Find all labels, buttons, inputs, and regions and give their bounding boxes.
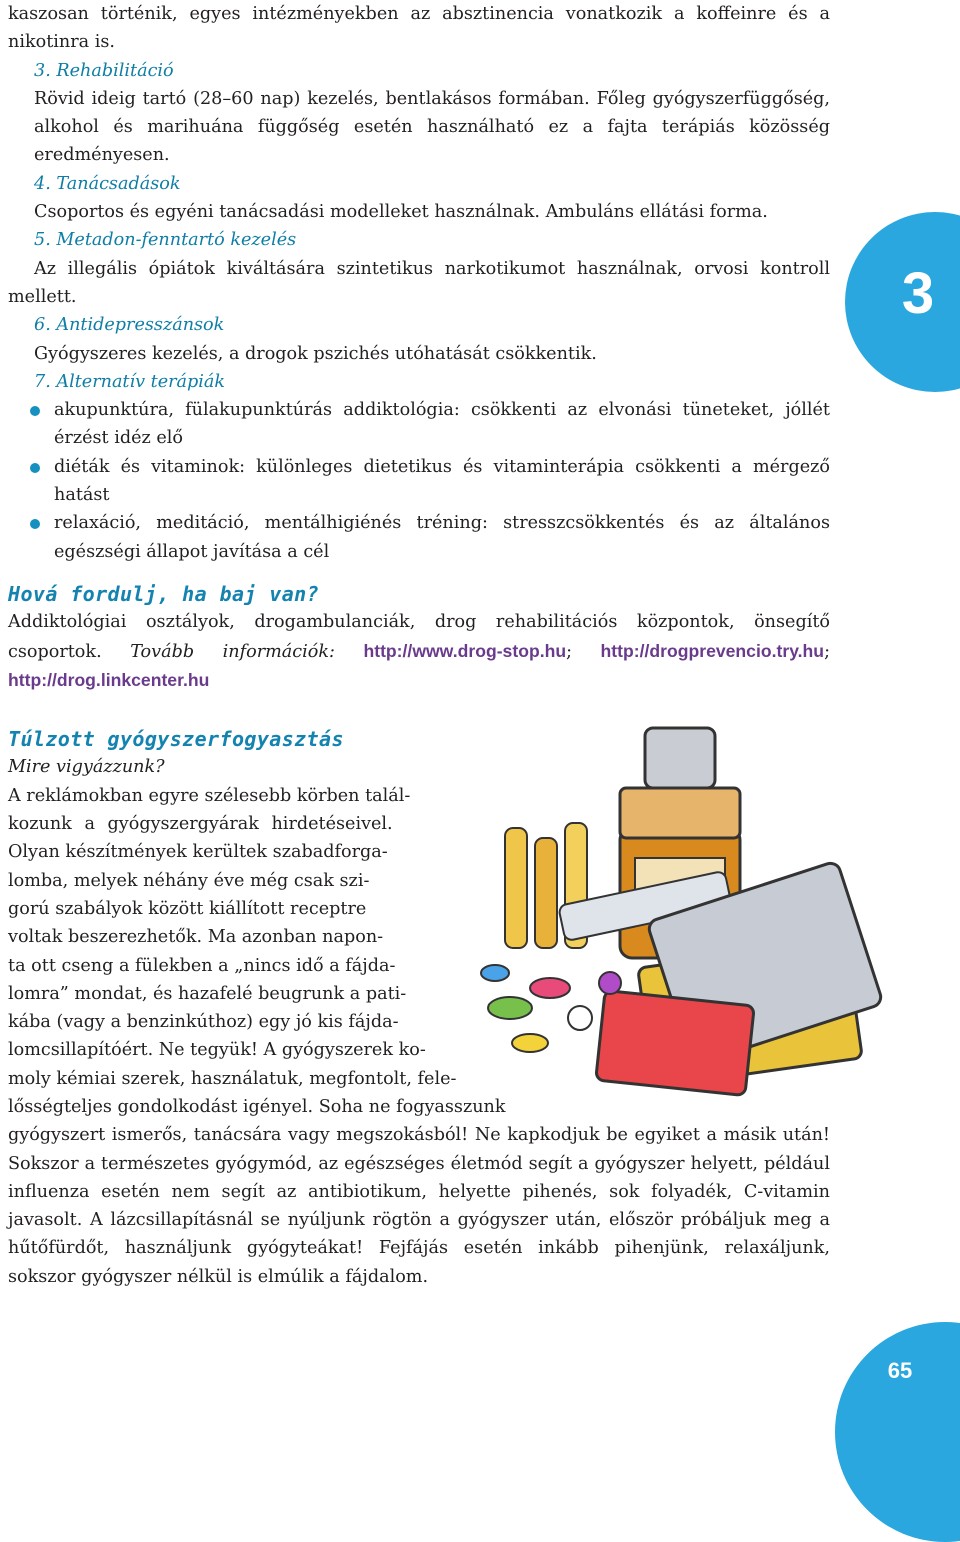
item-heading-4: 4. Tanácsadások xyxy=(34,173,181,194)
chapter-number: 3 xyxy=(901,261,935,326)
overuse-subtitle: Mire vigyázzunk? xyxy=(8,757,165,778)
chapter-tab xyxy=(845,212,960,392)
overuse-wrapped-text: A reklámokban egyre szélesebb körben talál- kozunk a gyógyszergyárak hirdetéseivel. Olyan készítmények kerültek szabadforga- lomba, melyek néhány éve még csak szi- gorú szabályok között kiállított receptre voltak beszerezhetők. Ma azonban napon- ta ott cseng a fülekben a „nincs idő a fájda- lomra” mondat, és hazafelé beugrunk a pati- kába (vagy a benzinkúthoz) egy jó kis fájda- lomcsillapítóért. Ne tegyük! A gyógyszerek ko- moly kémiai szerek, használatuk, megfontolt, fele- lősségteljes gondolkodást igényel. Soha ne fogyasszunk xyxy=(8,785,506,1117)
item-heading-3: 3. Rehabilitáció xyxy=(34,60,174,81)
help-section-body: Addiktológiai osztályok, drogambulanciák, drog rehabilitációs központok, önsegítő csoportok. Tovább információk: http://www.drog-stop.hu; http://drogprevencio.try.hu; http://drog.linkcenter.hu xyxy=(8,612,830,690)
page-number-tab xyxy=(835,1322,960,1542)
list-item: akupunktúra, fülakupunktúrás addiktológia: csökkenti az elvonási tüneteket, jóllét érzést idéz elő xyxy=(8,396,830,453)
link-drogprevencio[interactable]: http://drogprevencio.try.hu xyxy=(600,640,825,661)
page-number: 65 xyxy=(887,1358,913,1383)
medicine-illustration xyxy=(470,718,890,1108)
item-heading-7: 7. Alternatív terápiák xyxy=(34,371,226,392)
help-section-title: Hová fordulj, ha baj van? xyxy=(8,581,320,606)
overuse-body: gyógyszert ismerős, tanácsára vagy megszokásból! Ne kapkodjuk be egyiket a másik után! Sokszor a természetes gyógymód, az egészséges életmód segít a gyógyszer helyett, például influenza esetén nem segít az antibiotikum, helyette pihenés, sok folyadék, C-vitamin javasolt. A lázcsillapításnál se nyúljunk rögtön a gyógyszer után, először próbáljuk meg a hűtőfürdőt, használjunk gyógyteákat! Fejfájás esetén inkább pihenjünk, relaxáljunk, sokszor gyógyszer nélkül is elmúlik a fájdalom. xyxy=(8,1125,830,1287)
list-item: diéták és vitaminok: különleges dietetikus és vitaminterápia csökkenti a mérgező hatást xyxy=(8,453,830,510)
item-heading-6: 6. Antidepresszánsok xyxy=(34,315,225,336)
link-drog-stop[interactable]: http://www.drog-stop.hu xyxy=(363,640,567,661)
item-body-6: Gyógyszeres kezelés, a drogok pszichés utóhatását csökkentik. xyxy=(34,343,597,364)
bullet-icon xyxy=(30,463,40,473)
overuse-section-title: Túlzott gyógyszerfogyasztás xyxy=(8,727,344,752)
bullet-icon xyxy=(30,406,40,416)
intro-paragraph: kaszosan történik, egyes intézményekben az absztinencia vonatkozik a koffeinre és a nikotinra is. xyxy=(8,4,830,53)
bullet-icon xyxy=(30,519,40,529)
item-body-3: Rövid ideig tartó (28–60 nap) kezelés, bentlakásos formában. Főleg gyógyszerfüggőség, alkohol és marihuána függőség esetén használható ez a fajta terápiás közösség eredményesen. xyxy=(34,88,830,166)
list-item: relaxáció, meditáció, mentálhigiénés tréning: stresszcsökkentés és az általános egészségi állapot javítása a cél xyxy=(8,509,830,566)
item-heading-5: 5. Metadon-fenntartó kezelés xyxy=(34,230,297,251)
item-body-4: Csoportos és egyéni tanácsadási modelleket használnak. Ambuláns ellátási forma. xyxy=(34,202,768,223)
link-drog-linkcenter[interactable]: http://drog.linkcenter.hu xyxy=(8,669,210,690)
item-body-5: Az illegális ópiátok kiváltására szintetikus narkotikumot használnak, orvosi kontroll mellett. xyxy=(8,258,830,307)
